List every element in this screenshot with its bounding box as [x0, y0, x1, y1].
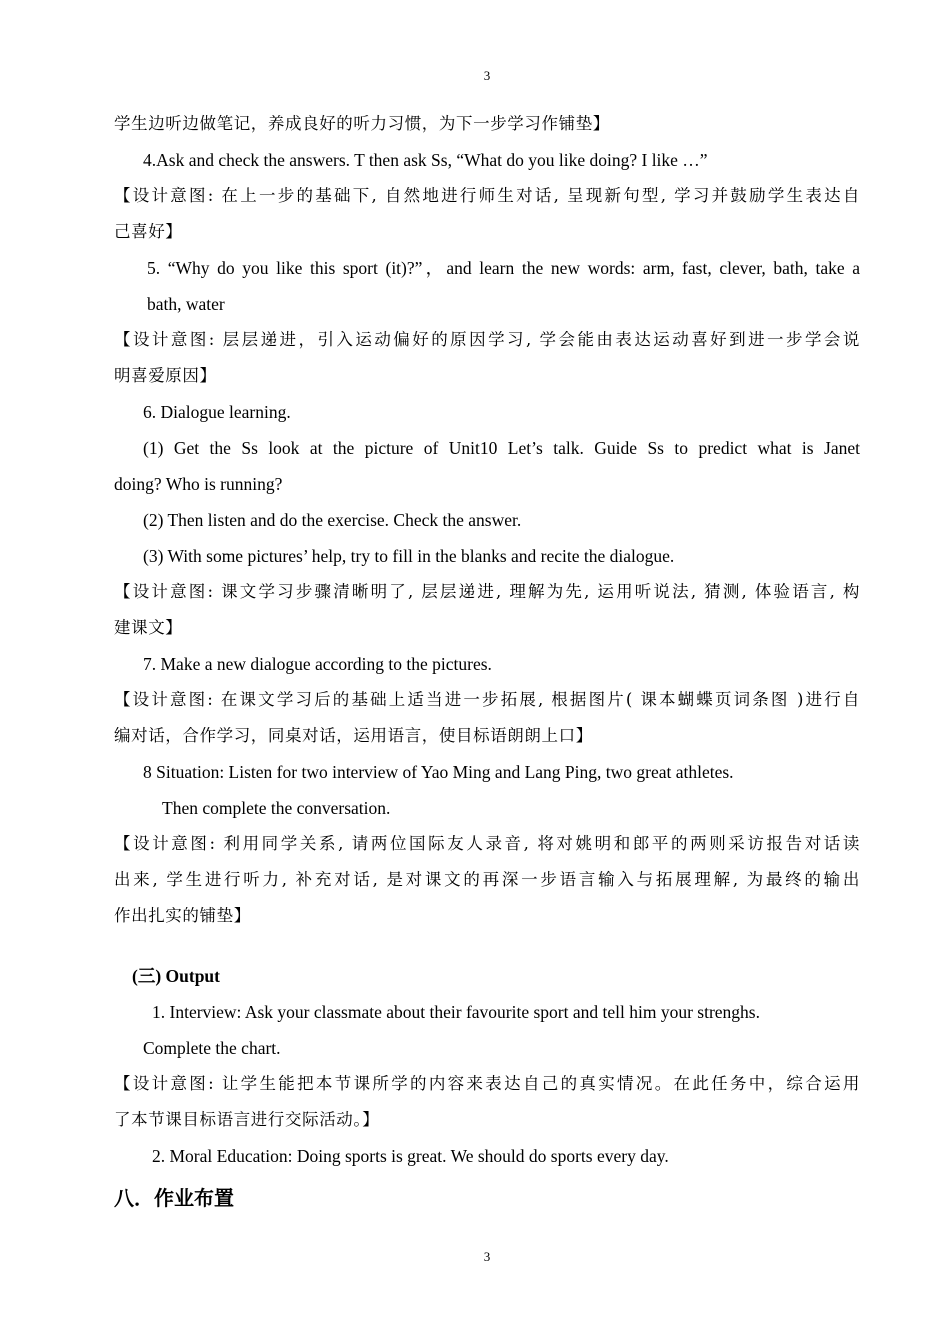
spacer	[114, 934, 860, 958]
step-6-sub-1: (1) Get the Ss look at the picture of Unit10 Let’s talk. Guide Ss to predict what is Janet	[143, 438, 860, 458]
output-item-2: 2. Moral Education: Doing sports is great. We should do sports every day.	[152, 1146, 669, 1166]
design-intent-note-cont: 作出扎实的铺垫】	[114, 906, 251, 925]
design-intent-note: 【设计意图: 层层递进，引入运动偏好的原因学习, 学会能由表达运动喜好到进一步学会说	[114, 330, 860, 349]
design-intent-note: 【设计意图: 让学生能把本节课所学的内容来表达自己的真实情况。在此任务中，综合运用	[114, 1074, 860, 1093]
design-intent-note-cont: 编对话，合作学习，同桌对话，运用语言，使目标语朗朗上口】	[114, 726, 593, 745]
step-8-text-cont: Then complete the conversation.	[162, 798, 391, 818]
step-4-text: 4.Ask and check the answers. T then ask Ss, “What do you like doing? I like …”	[143, 150, 708, 170]
step-6-sub-2: (2) Then listen and do the exercise. Check the answer.	[143, 510, 522, 530]
design-intent-note: 【设计意图: 在上一步的基础下, 自然地进行师生对话, 呈现新句型, 学习并鼓励学生表达自	[114, 186, 860, 205]
text-line: 学生边听边做笔记，养成良好的听力习惯，为下一步学习作铺垫】	[114, 114, 610, 133]
design-intent-note-cont: 了本节课目标语言进行交际活动。】	[114, 1110, 380, 1129]
step-7-text: 7. Make a new dialogue according to the pictures.	[143, 654, 492, 674]
page-number-top: 3	[483, 68, 491, 83]
design-intent-note-cont: 明喜爱原因】	[114, 366, 217, 385]
step-5-text-cont: bath, water	[147, 294, 225, 314]
design-intent-note: 【设计意图: 在课文学习后的基础上适当进一步拓展, 根据图片( 课本蝴蝶页词条图 )进行自	[114, 690, 860, 709]
document-body	[114, 106, 860, 1218]
step-6-text: 6. Dialogue learning.	[143, 402, 291, 422]
step-8-text: 8 Situation: Listen for two interview of Yao Ming and Lang Ping, two great athletes.	[143, 762, 734, 782]
output-item-1: 1. Interview: Ask your classmate about their favourite sport and tell him your strenghs.	[152, 1002, 760, 1022]
step-5-text: 5. “Why do you like this sport (it)?”，and learn the new words: arm, fast, clever, bath, take a	[147, 258, 860, 278]
design-intent-note: 【设计意图: 课文学习步骤清晰明了, 层层递进, 理解为先, 运用听说法, 猜测, 体验语言, 构	[114, 582, 860, 601]
step-6-sub-1-cont: doing? Who is running?	[114, 474, 283, 494]
section-heading-homework: 八．作业布置	[114, 1186, 234, 1210]
design-intent-note-cont: 建课文】	[114, 618, 183, 637]
output-item-1-cont: Complete the chart.	[143, 1038, 281, 1058]
design-intent-note: 【设计意图: 利用同学关系, 请两位国际友人录音, 将对姚明和郎平的两则采访报告对话读	[114, 834, 860, 853]
design-intent-note-cont: 己喜好】	[114, 222, 183, 241]
step-6-sub-3: (3) With some pictures’ help, try to fill in the blanks and recite the dialogue.	[143, 546, 675, 566]
section-title-output: (三) Output	[132, 966, 220, 986]
page-number-bottom: 3	[483, 1249, 491, 1264]
design-intent-note-cont: 出来, 学生进行听力, 补充对话, 是对课文的再深一步语言输入与拓展理解, 为最终的输出	[114, 870, 860, 889]
